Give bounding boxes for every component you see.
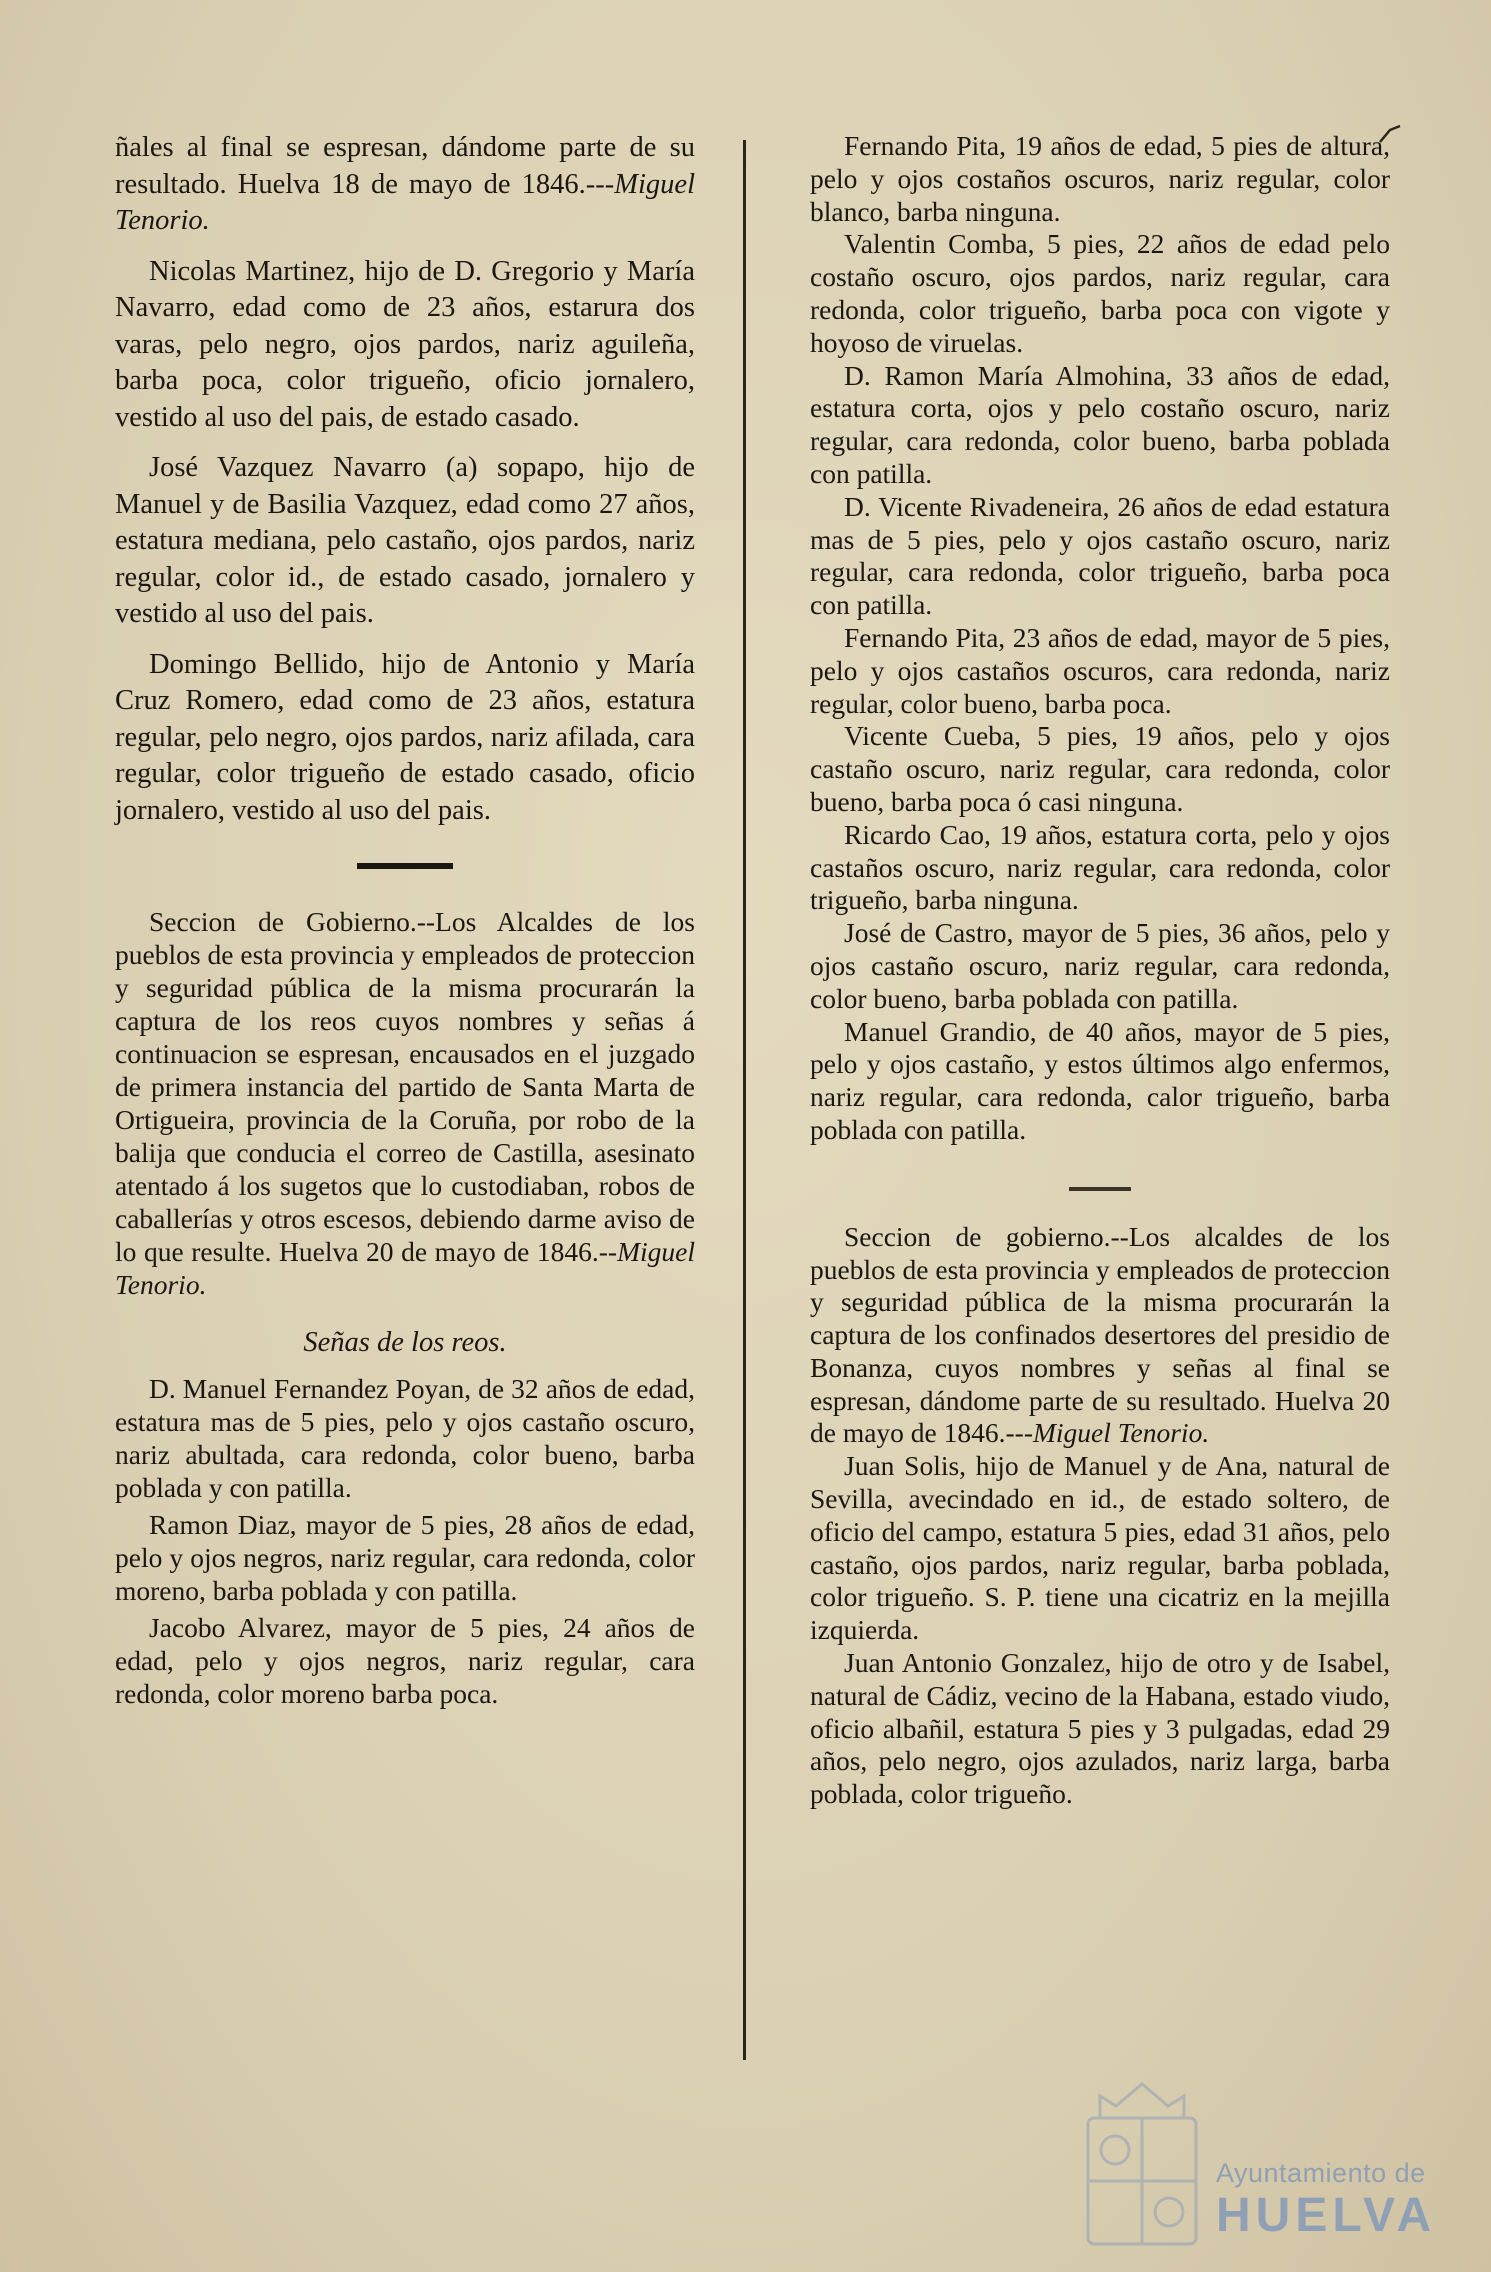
- left-paragraph-7: Ramon Diaz, mayor de 5 pies, 28 años de edad, pelo y ojos negros, nariz regular, cara redonda, color moreno, barba poblada y con patilla.: [115, 1508, 695, 1606]
- left-paragraph-6: D. Manuel Fernandez Poyan, de 32 años de edad, estatura mas de 5 pies, pelo y ojos castaño oscuro, nariz abultada, cara redonda, color bueno, barba poblada y con patilla.: [115, 1372, 695, 1503]
- signature: Miguel Tenorio.: [115, 168, 695, 236]
- ink-mark-icon: [1378, 124, 1402, 144]
- right-paragraph-7: Ricardo Cao, 19 años, estatura corta, pelo y ojos castaños oscuro, nariz regular, cara redonda, color trigueño, barba ninguna.: [810, 818, 1390, 916]
- watermark-line-1: Ayuntamiento de: [1216, 2158, 1426, 2188]
- right-paragraph-2: Valentin Comba, 5 pies, 22 años de edad pelo costaño oscuro, ojos pardos, nariz regular, cara redonda, color trigueño, barba poca con vigote y hoyoso de viruelas.: [810, 228, 1390, 358]
- right-paragraph-6: Vicente Cueba, 5 pies, 19 años, pelo y ojos castaño oscuro, nariz regular, cara redonda, color bueno, barba poca ó casi ninguna.: [810, 720, 1390, 817]
- right-paragraph-11: Juan Solis, hijo de Manuel y de Ana, natural de Sevilla, avecindado en id., de estado soltero, de oficio del campo, estatura 5 pies, edad 31 años, pelo castaño, ojos pardos, nariz regular, barba poblada, color trigueño. S. P. tiene una cicatriz en la mejilla izquierda.: [810, 1450, 1390, 1646]
- watermark-line-2: HUELVA: [1216, 2189, 1437, 2242]
- left-paragraph-3: José Vazquez Navarro (a) sopapo, hijo de Manuel y de Basilia Vazquez, edad como 27 años, estatura mediana, pelo castaño, ojos pardos, nariz regular, color id., de estado casado, jornalero y vestido al uso del pais.: [115, 452, 695, 629]
- left-paragraph-1: [115, 130, 695, 240]
- section-divider: [357, 863, 453, 869]
- signature: Miguel Tenorio.: [1032, 1417, 1210, 1449]
- right-paragraph-12: Juan Antonio Gonzalez, hijo de otro y de Isabel, natural de Cádiz, vecino de la Habana, estado viudo, oficio albañil, estatura 5 pies y 3 pulgadas, edad 29 años, pelo negro, ojos azulados, nariz larga, barba poblada, color trigueño.: [810, 1647, 1390, 1810]
- right-paragraph-4: D. Vicente Rivadeneira, 26 años de edad estatura mas de 5 pies, pelo y ojos castaño oscuro, nariz regular, cara redonda, color trigueño, barba poca con patilla.: [810, 490, 1390, 621]
- left-paragraph-5: [115, 905, 695, 1301]
- signature: Miguel Tenorio.: [115, 1236, 695, 1300]
- left-paragraph-8: Jacobo Alvarez, mayor de 5 pies, 24 años de edad, pelo y ojos negros, nariz regular, cara redonda, color moreno barba poca.: [115, 1611, 695, 1709]
- section-heading: Señas de los reos.: [303, 1327, 507, 1358]
- column-divider: [743, 140, 746, 2060]
- section-divider: [1069, 1187, 1131, 1191]
- left-column: [115, 130, 695, 1710]
- left-paragraph-4: Domingo Bellido, hijo de Antonio y María Cruz Romero, edad como de 23 años, estatura regular, pelo negro, ojos pardos, nariz afilada, cara regular, color trigueño de estado casado, oficio jornalero, vestido al uso del pais.: [115, 648, 695, 826]
- left-paragraph-2: Nicolas Martinez, hijo de D. Gregorio y María Navarro, edad como de 23 años, estarura dos varas, pelo negro, ojos pardos, nariz aguileña, barba poca, color trigueño, oficio jornalero, vestido al uso del pais, de estado casado.: [115, 255, 695, 433]
- right-paragraph-10: [810, 1221, 1390, 1451]
- paragraph-text: ñales al final se espresan, dándome parte de su resultado. Huelva 18 de mayo de 1846.---: [115, 132, 695, 200]
- right-paragraph-3: D. Ramon María Almohina, 33 años de edad, estatura corta, ojos y pelo costaño oscuro, nariz regular, cara redonda, color bueno, barba poblada con patilla.: [810, 359, 1390, 489]
- paragraph-text: Seccion de gobierno.--Los alcaldes de los pueblos de esta provincia y empleados de proteccion y seguridad pública de la misma procurarán la captura de los confinados desertores del presidio de Bonanza, cuyos nombres y señas al final se espresan, dándome parte de su resultado. Huelva 20 de mayo de 1846.---: [810, 1220, 1390, 1449]
- right-paragraph-1: Fernando Pita, 19 años de edad, 5 pies de altura, pelo y ojos costaños oscuros, nariz regular, color blanco, barba ninguna.: [810, 130, 1390, 227]
- right-paragraph-9: Manuel Grandio, de 40 años, mayor de 5 pies, pelo y ojos castaño, y estos últimos algo enfermos, nariz regular, cara redonda, calor trigueño, barba poblada con patilla.: [810, 1015, 1390, 1145]
- right-paragraph-5: Fernando Pita, 23 años de edad, mayor de 5 pies, pelo y ojos castaños oscuros, cara redonda, nariz regular, color bueno, barba poca.: [810, 621, 1390, 719]
- paragraph-text: Seccion de Gobierno.--Los Alcaldes de los pueblos de esta provincia y empleados de proteccion y seguridad pública de la misma procurarán la captura de los reos cuyos nombres y señas á continuacion se espresan, encausados en el juzgado de primera instancia del partido de Santa Marta de Ortigueira, provincia de la Coruña, por robo de la balija que conducia el correo de Castilla, asesinato atentado á los sugetos que lo custodiaban, robos de caballerías y otros escesos, debiendo darme aviso de lo que resulte. Huelva 20 de mayo de 1846.--: [115, 906, 695, 1267]
- right-paragraph-8: José de Castro, mayor de 5 pies, 36 años, pelo y ojos castaño oscuro, nariz regular, cara redonda, color bueno, barba poblada con patilla.: [810, 917, 1390, 1014]
- right-column: [810, 130, 1390, 1811]
